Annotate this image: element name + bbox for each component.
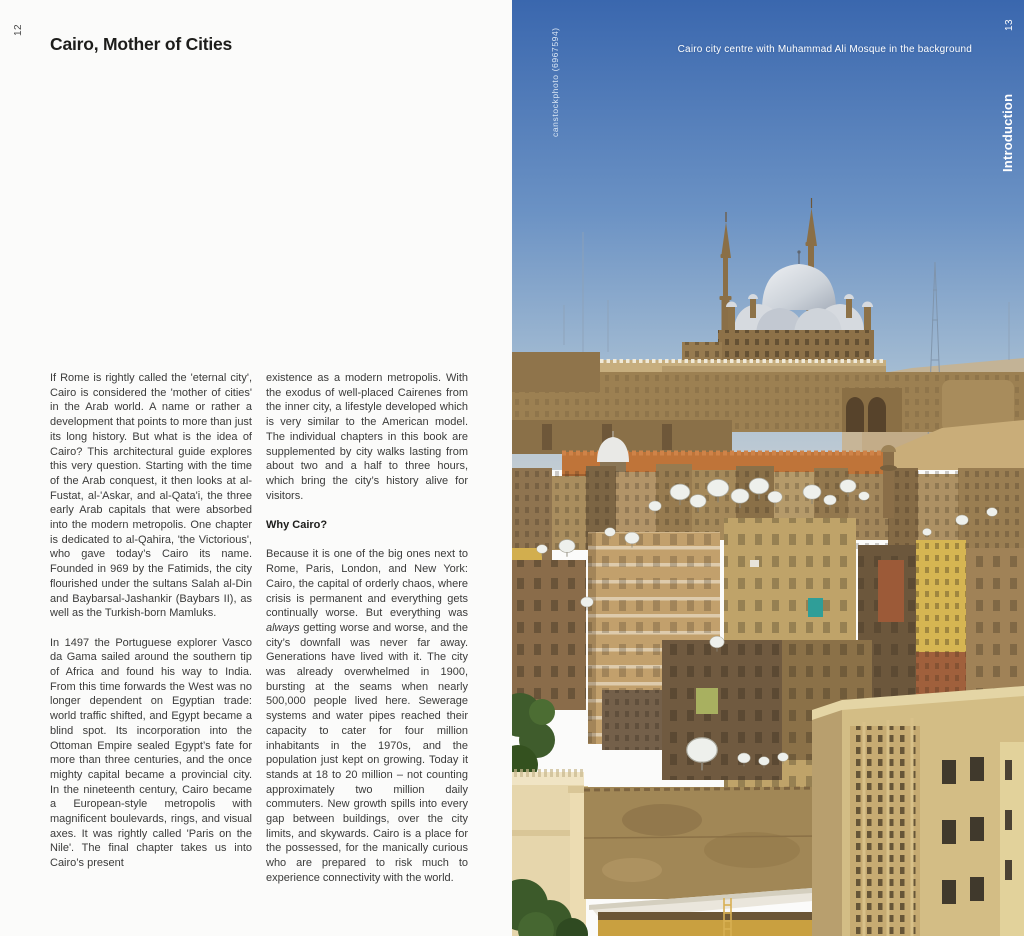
photo-caption: Cairo city centre with Muhammad Ali Mosque in the background [677,44,972,55]
text-column-1 [50,371,252,886]
page-number-left: 12 [13,23,24,36]
cairo-citadel-photo [512,0,1024,936]
text-column-2 [266,371,468,900]
right-page-photo [512,0,1024,936]
paragraph-intro: If Rome is rightly called the 'eternal city', Cairo is considered the 'mother of cities' in the Arab world. A name or rather a development that points to more than just its long history. But what is the idea of Cairo? This architectural guide explores this very question. Starting with the time of the Arab conquest, it then looks at al-Fustat, al-'Askar, and al-Qata'i, the three early Arab capitals that were absorbed into the modern metropolis. One chapter is dedicated to al-Qahira, 'the Victorious', who gave today’s Cairo its name. Founded in 969 by the Fatimids, the city flourished under the sultans Salah al-Din and Baybarsal-Jashankir (Baybars II), as well as the Turkish-born Mamluks. [50,372,252,620]
photo-credit: canstockphoto (6967594) [550,27,560,137]
paragraph-history: In 1497 the Portuguese explorer Vasco da Gama sailed around the southern tip of Africa and found his way to India. From this time forwards the West was no longer dependent on Egyptian trade: world traffic shifted, and Egypt became a blind spot. Its incorporation into the Ottoman Empire sealed Egypt’s fate for more than three centuries, and the once mighty capital became a provincial city. In the nineteenth century, Cairo became a European-style metropolis with magnificent boulevards, rings, and visual axes. It was rightly called 'Paris on the Nile'. The final chapter takes us into Cairo’s present [50,636,252,870]
why-cairo-text-end: getting worse and worse, and the city’s downfall was never far away. Generations have lived with it. The city was already overwhelmed in 1900, bursting at the seams when nearly 500,000 people lived here. Sewerage systems and water pipes reached their capacity to cater for four million inhabitants in the 1970s, and the population just kept on growing. Today it stands at 18 to 20 million – not counting approximately two million daily commuters. New growth spills into every gap between buildings, over the city limits, and skywards. Cairo is a place for the possessed, for the manically curious who are prepared to risk much to experience connectivity with the world. [266,621,468,884]
citadel-terrace [600,360,886,374]
big-tan-building [812,686,1024,936]
section-tab-introduction: Introduction [1000,93,1015,172]
paragraph-why-cairo [266,547,468,885]
why-cairo-italic-word: always [266,621,300,634]
why-cairo-text-start: Because it is one of the big ones next to Rome, Paris, London, and New York: Cairo, the capital of orderly chaos, where crisis is permanent and everything gets continually worse. But everything was [266,548,468,620]
page-title: Cairo, Mother of Cities [50,34,233,54]
subheading-why-cairo: Why Cairo? [266,519,328,532]
page-number-right: 13 [1004,18,1015,31]
paragraph-metropolis: existence as a modern metropolis. With the exodus of well-placed Cairenes from the inner city, a lifestyle developed which is very similar to the American model. The individual chapters in this book are supplemented by city walks lasting from about two and a half to three hours, which bring the city’s history alive for visitors. [266,372,468,502]
